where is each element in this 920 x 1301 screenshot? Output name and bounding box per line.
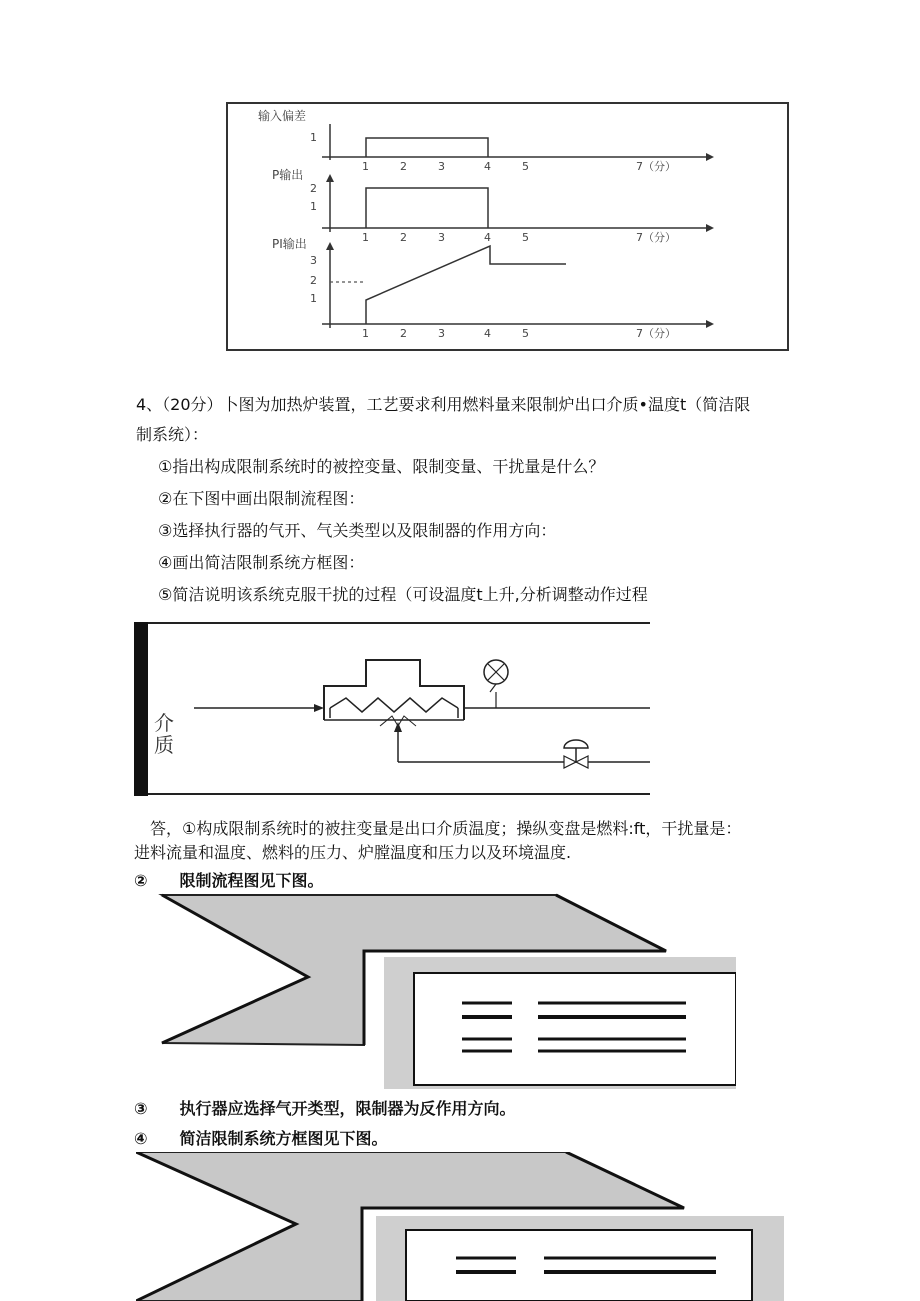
svg-text:1: 1 (310, 292, 317, 305)
answer-item-3: ③ 执行器应选择气开类型，限制器为反作用方向。 (134, 1099, 516, 1118)
question-title: 4、（20分）卜图为加热炉装置，工艺要求利用燃料量来限制炉出口介质•温度t（简洁限 (136, 395, 751, 414)
svg-text:2: 2 (310, 274, 317, 287)
answer-item-4: ④ 简洁限制系统方框图见下图。 (134, 1129, 388, 1148)
furnace-figure (134, 622, 654, 798)
panel1-label: 输入偏差 (258, 109, 307, 123)
answer-line-2: 进料流量和温度、燃料的压力、炉膛温度和压力以及环境温度. (134, 843, 572, 862)
response-figure (226, 102, 790, 352)
svg-text:2: 2 (310, 182, 317, 195)
question-item-3: ③选择执行器的气开、气关类型以及限制器的作用方向： (158, 521, 557, 540)
svg-text:1: 1 (362, 160, 369, 173)
svg-text:7（分）: 7（分） (636, 160, 676, 173)
svg-text:1: 1 (362, 231, 369, 244)
question-item-1: ①指出构成限制系统时的被控变量、限制变量、干扰量是什么？ (158, 457, 605, 476)
svg-text:3: 3 (438, 327, 445, 340)
question-item-4: ④画出简洁限制系统方框图： (158, 553, 365, 572)
svg-text:3: 3 (310, 254, 317, 267)
svg-text:5: 5 (522, 231, 529, 244)
svg-text:1: 1 (362, 327, 369, 340)
answer-item-2: ② 限制流程图见下图。 (134, 871, 324, 890)
question-item-2: ②在下图中画出限制流程图： (158, 489, 365, 508)
svg-text:2: 2 (400, 231, 407, 244)
svg-text:7（分）: 7（分） (636, 231, 676, 244)
flow-diagram-placeholder (156, 893, 736, 1089)
svg-text:3: 3 (438, 231, 445, 244)
question-title-cont: 制系统）： (136, 425, 209, 444)
svg-text:5: 5 (522, 327, 529, 340)
svg-text:7（分）: 7（分） (636, 327, 676, 340)
svg-text:5: 5 (522, 160, 529, 173)
svg-text:1: 1 (310, 131, 317, 144)
svg-text:4: 4 (484, 160, 491, 173)
svg-text:4: 4 (484, 327, 491, 340)
panel3-label: PI输出 (272, 237, 307, 251)
svg-text:4: 4 (484, 231, 491, 244)
panel2-label: P输出 (272, 168, 304, 182)
svg-text:1: 1 (310, 200, 317, 213)
svg-text:3: 3 (438, 160, 445, 173)
answer-line-1: 答，①构成限制系统时的被拄变量是出口介质温度；操纵变盘是燃料:ft，干扰量是： (150, 819, 742, 838)
svg-text:2: 2 (400, 160, 407, 173)
question-item-5: ⑤简洁说明该系统克服干扰的过程（可设温度t上升,分析调整动作过程 (158, 585, 648, 604)
svg-text:2: 2 (400, 327, 407, 340)
block-diagram-placeholder (136, 1152, 784, 1301)
medium-label-2: 质 (154, 733, 174, 757)
medium-label-1: 介 (154, 711, 174, 735)
